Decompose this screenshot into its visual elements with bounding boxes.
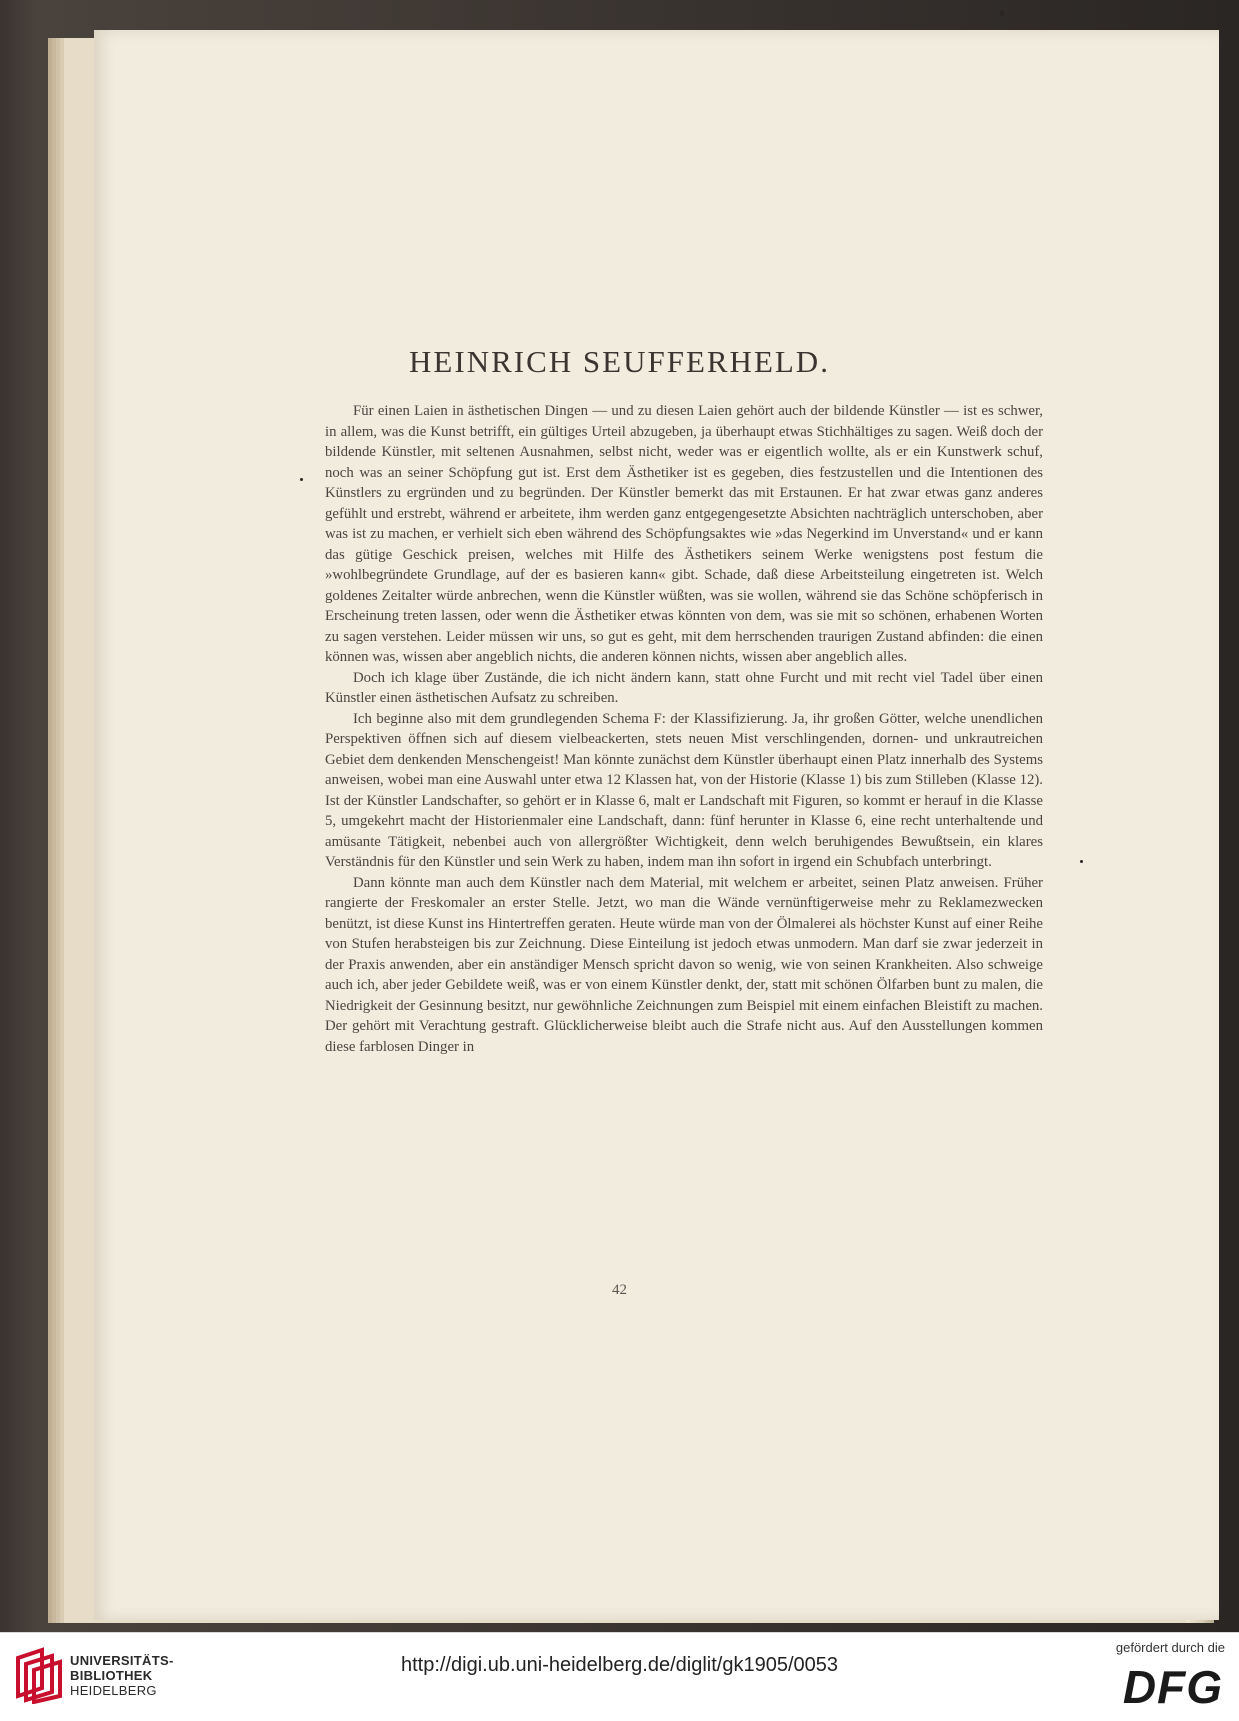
permalink-url[interactable]: http://digi.ub.uni-heidelberg.de/diglit/gk1905/0053 <box>401 1654 838 1676</box>
paragraph: Ich beginne also mit dem grundlegenden Schema F: der Klassifizierung. Ja, ihr großen Götter, welche unendlichen Perspektiven öffnen sich auf diesem vielbeackerten, stets neuen Mist verschlingenden, dornen- und unkrautreichen Gebiet dem denkenden Menschengeist! Man könnte zunächst dem Künstler überhaupt einen Platz innerhalb des Systems anweisen, wobei man eine Auswahl unter etwa 12 Klassen hat, von der Historie (Klasse 1) bis zum Stilleben (Klasse 12). Ist der Künstler Landschafter, so gehört er in Klasse 6, malt er Landschaft mit Figuren, so kommt er herauf in die Klasse 5, umgekehrt macht der Historienmaler eine Landschaft, dann: fünf herunter in Klasse 6, eine recht unterhaltende und amüsante Tätigkeit, nebenbei auch von allergrößter Wichtigkeit, denn welch beruhigendes Bewußtsein, ein klares Verständnis für den Künstler und sein Werk zu haben, indem man ihn sofort in irgend ein Schubfach unterbringt. <box>325 710 1043 870</box>
dust-speck <box>300 478 303 481</box>
library-name-line: HEIDELBERG <box>70 1683 157 1698</box>
paragraph: Doch ich klage über Zustände, die ich nicht ändern kann, statt ohne Furcht und mit recht viel Tadel über einen Künstler einen ästhetischen Aufsatz zu schreiben. <box>325 669 1043 706</box>
article-body <box>325 401 1043 1057</box>
library-name-line: BIBLIOTHEK <box>70 1668 153 1683</box>
dfg-logo[interactable]: DFG <box>1122 1661 1223 1713</box>
paragraph: Für einen Laien in ästhetischen Dingen — und zu diesen Laien gehört auch der bildende Künstler — ist es schwer, in allem, was die Kunst betrifft, ein gültiges Urteil abzugeben, ja überhaupt etwas Stichhältiges zu sagen. Weiß doch der bildende Künstler, mit seltenen Ausnahmen, selbst nicht, weder was er eigentlich wollte, als er ein Kunstwerk schuf, noch was an seiner Schöpfung gut ist. Erst dem Ästhetiker ist es gegeben, dies festzustellen und die Intentionen des Künstlers zu ergründen und zu begründen. Der Künstler bemerkt das mit Erstaunen. Er hat zwar etwas ganz anderes gefühlt und erstrebt, während er arbeitete, ihm werden ganz entgegengesetzte Absichten nachträglich unterschoben, aber was ist zu machen, er verhielt sich eben während des Schöpfungsaktes wie »das Negerkind im Unverstand« und er kann das gütige Geschick preisen, welches mit Hilfe des Ästhetikers seinem Werke wenigstens post festum die »wohlbegründete Grundlage, auf der es basieren kann« gibt. Schade, daß diese Arbeitsteilung eingetreten ist. Welch goldenes Zeitalter würde anbrechen, wenn die Künstler wüßten, was sie wollen, während sie das Schöne schöpferisch in Erscheinung treten lassen, oder wenn die Ästhetiker etwas könnten von dem, was sie mit so schönen, erhabenen Worten zu sagen verstehen. Leider müssen wir uns, so gut es geht, mit dem herrschenden traurigen Zustand abfinden: die einen können was, wissen aber angeblich nichts, die anderen können nichts, wissen aber angeblich alles. <box>325 403 1043 665</box>
dust-speck <box>1080 860 1083 863</box>
page-number: 42 <box>612 1282 627 1298</box>
page-title: HEINRICH SEUFFERHELD. <box>409 344 830 379</box>
paragraph: Dann könnte man auch dem Künstler nach dem Material, mit welchem er arbeitet, seinen Platz anweisen. Früher rangierte der Freskomaler an erster Stelle. Jetzt, wo man die Wände vernünftigerweise mehr zu Reklamezwecken benützt, ist diese Kunst ins Hintertreffen geraten. Heute würde man von der Ölmalerei als höchster Kunst auf einer Reihe von Stufen herabsteigen bis zur Zeichnung. Diese Einteilung ist jedoch etwas unmodern. Man darf sie zwar jederzeit in der Praxis anwenden, aber ein anständiger Mensch spricht davon so wenig, wie von seinen Krankheiten. Also schweige auch ich, aber jeder Gebildete weiß, was er von einem Künstler denkt, der, statt mit schönen Ölfarben bunt zu malen, die Niedrigkeit der Gesinnung besitzt, nur gewöhnliche Zeichnungen zum Beispiel mit einem einfachen Bleistift zu machen. Der gehört mit Verachtung gestraft. Glücklicherweise bleibt auch die Strafe nicht aus. Auf den Ausstellungen kommen diese farblosen Dinger in <box>325 874 1043 1055</box>
dust-speck <box>1000 10 1004 16</box>
library-name-line: UNIVERSITÄTS- <box>70 1653 174 1668</box>
funded-by-label: gefördert durch die <box>1115 1640 1225 1655</box>
